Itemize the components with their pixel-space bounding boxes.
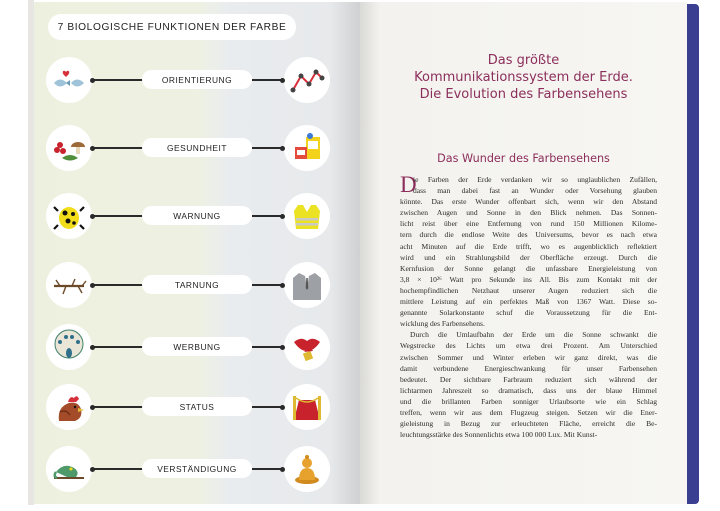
body-line: 3,8 × 10²⁶ Watt pro Sekunde ins All. Bis zum Kontakt mit der	[400, 274, 657, 284]
connector-dot	[90, 405, 95, 410]
connector-line	[92, 215, 144, 217]
poison-frog-icon	[46, 193, 92, 239]
connector-dot	[90, 283, 95, 288]
body-line: hochempfindlichen Netzhaut unserer Augen reduziert sich die	[400, 285, 657, 295]
body-line: zwischen Augen und Sonne in den Blick nehmen. Das Sonnen-	[400, 208, 657, 218]
connector-dot	[280, 146, 285, 151]
body-line: wicklung des Farbensehens.	[400, 319, 485, 329]
heading-line: Kommunikationssystem der Erde.	[414, 70, 633, 85]
connector-dot	[90, 345, 95, 350]
body-line: und die brillanten Farben sonniger Urlaubsorte wie ein Schlag	[400, 396, 657, 406]
body-line: Wegstrecke des Lichts um etwa drei Prozent. Am Unterschied	[400, 341, 657, 351]
connector-dot	[90, 78, 95, 83]
connector-line	[92, 147, 144, 149]
heading-line: Die Evolution des Farbensehens	[419, 87, 628, 102]
body-line: gieleistung in Bezug zur erleuchteten Fläche, erreicht die Be-	[400, 419, 657, 429]
body-line: wird und ein Strahlungsbild der Oberfläche erzeugt. Durch die	[400, 252, 657, 262]
body-line: Durch die Umlaufbahn der Erde um die Sonne schwankt die	[410, 330, 657, 340]
body-line: tern durch die endlose Weite des Universums, bevor es nach etwa	[400, 230, 657, 240]
body-line: damit verbundene Energieschwankung für unser Farbensehen	[400, 363, 657, 373]
body-line: leuchtungsstärke des Sonnenlichts etwa 100 000 Lux. Mit Kunst-	[400, 430, 598, 440]
function-label: TARNUNG	[142, 275, 252, 294]
lipstick-lips-icon	[284, 324, 330, 370]
safety-vest-icon	[284, 193, 330, 239]
connector-dot	[280, 214, 285, 219]
function-label: STATUS	[142, 397, 252, 416]
peacock-icon	[46, 324, 92, 370]
body-line: genannte Solarkonstante schuf die Voraussetzung für die Ent-	[400, 308, 657, 318]
berries-mushroom-icon	[46, 125, 92, 171]
connector-dot	[280, 345, 285, 350]
right-page	[360, 2, 687, 504]
body-line: mittlere Leistung auf ein perfektes Maß von 1367 Watt. Diese so-	[400, 297, 657, 307]
section-subheading: Das Wunder des Farbensehens	[437, 152, 610, 165]
connector-line	[92, 79, 144, 81]
drop-cap: D	[400, 172, 417, 197]
fish-heart-icon	[46, 57, 92, 103]
body-line: dass man dabei fast an Wunder oder Vorsehung glauben	[413, 186, 657, 196]
rooster-icon	[46, 384, 92, 430]
chapter-heading	[360, 52, 687, 103]
function-label: WARNUNG	[142, 206, 252, 225]
infographic-title: 7 BIOLOGISCHE FUNKTIONEN DER FARBE	[48, 14, 296, 40]
grey-suit-icon	[284, 262, 330, 308]
body-line: acht Minuten auf die Erde trifft, wo es augenblicklich reflektiert	[400, 241, 657, 251]
connector-line	[92, 284, 144, 286]
body-line: lichtarmen Jahreszeit so dramatisch, dass uns der blaue Himmel	[400, 385, 657, 395]
body-line: könnte. Das erste Wunder offenbart sich, wenn wir den Abstand	[400, 197, 657, 207]
chameleon-icon	[46, 446, 92, 492]
connector-line	[92, 468, 144, 470]
map-route-icon	[284, 57, 330, 103]
body-line: treffen, wenn wir aus dem Flugzeug steigen. Setzen wir die Ener-	[400, 407, 657, 417]
connector-dot	[90, 467, 95, 472]
stick-insect-icon	[46, 262, 92, 308]
red-carpet-icon	[284, 384, 330, 430]
food-packages-icon	[284, 125, 330, 171]
function-label: ORIENTIERUNG	[142, 70, 252, 89]
heading-line: Das größte	[487, 53, 560, 68]
book-cover-edge	[687, 4, 699, 504]
body-line: licht reist über eine Entfernung von rund 150 Millionen Kilome-	[400, 219, 657, 229]
buddha-icon	[284, 446, 330, 492]
connector-line	[92, 406, 144, 408]
connector-line	[92, 346, 144, 348]
function-label: GESUNDHEIT	[142, 138, 252, 157]
connector-dot	[280, 283, 285, 288]
connector-dot	[280, 467, 285, 472]
connector-dot	[280, 78, 285, 83]
function-label: VERSTÄNDIGUNG	[142, 459, 252, 478]
body-text	[400, 174, 657, 440]
function-label: WERBUNG	[142, 337, 252, 356]
body-line: ie Farben der Erde verdanken wir so unglaublichen Zufällen,	[413, 175, 657, 184]
body-line: zwischen Sommer und Winter erleben wir ganz direkt, was die	[400, 352, 657, 362]
body-line: bedeutet. Der sichtbare Farbraum reduziert sich während der	[400, 374, 657, 384]
connector-dot	[280, 405, 285, 410]
connector-dot	[90, 214, 95, 219]
body-line: Kernfusion der Sonne gelangt die unfassbare Energieleistung von	[400, 263, 657, 273]
connector-dot	[90, 146, 95, 151]
